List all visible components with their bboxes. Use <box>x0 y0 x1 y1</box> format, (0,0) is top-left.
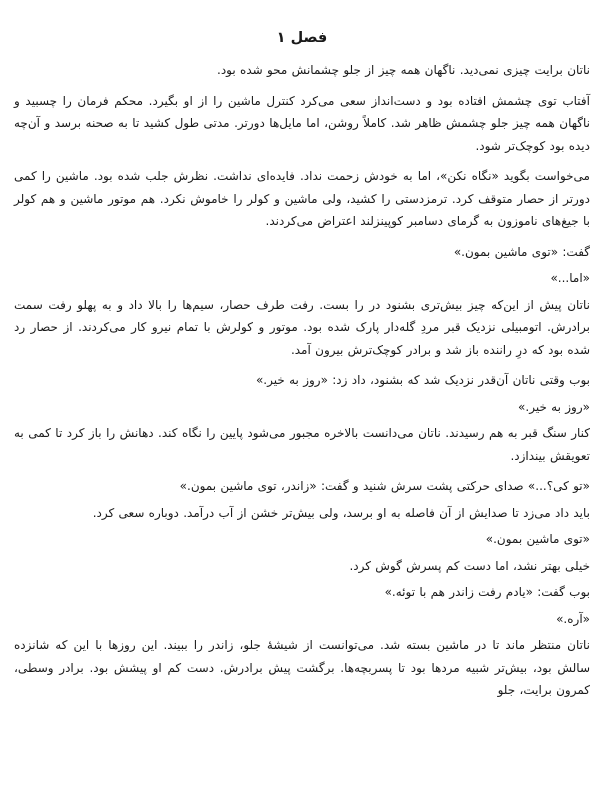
paragraph-3: می‌خواست بگوید «نگاه نکن»، اما به خودش زحمت نداد. فایده‌ای نداشت. نظرش جلب شده بود. ماشین را کمی دورتر از حصار متوقف کرد. ترمزدستی را کشید، ولی ماشین و کولر را خاموش نکرد. هم موتور ماشین و هم کولر با جیغ‌های ناموزون به گرمای دسامبر کوپینزلند اعتراض می‌کردند. <box>14 169 590 228</box>
paragraph-6: ناتان پیش از این‌که چیز بیش‌تری بشنود در را بست. رفت طرف حصار، سیم‌ها را بالا داد و به پهلو رفت سمت برادرش. اتومبیلی نزدیک قبر مردِ گله‌دار پارک شده بود. موتور و کولرش با تمام نیرو کار می‌کردند. از حصار رد شده بود که درِ راننده باز شد و برادر کوچک‌ترش بیرون آمد. <box>14 297 590 357</box>
paragraph-15: «آره.» <box>556 611 590 626</box>
paragraph-9: کنار سنگ قبر به هم رسیدند. ناتان می‌دانست بالاخره مجبور می‌شود پایین را نگاه کند. دهانش را باز کرد تا کمی به تعویقش بیندازد. <box>14 426 590 463</box>
paragraph-11: باید داد می‌زد تا صدایش از آن فاصله به او برسد، ولی بیش‌تر خشن از آب درآمد. دوباره سعی کرد. <box>92 505 590 520</box>
paragraph-10: «تو کی؟...» صدای حرکتی پشت سرش شنید و گفت: «زاندر، توی ماشین بمون.» <box>179 479 590 493</box>
paragraph-8: «روز به خیر.» <box>518 399 590 414</box>
paragraph-14: بوب گفت: «یادم رفت زاندر هم با توئه.» <box>384 585 590 599</box>
paragraph-7: بوب وقتی ناتان آن‌قدر نزدیک شد که بشنود، داد زد: «روز به خیر.» <box>255 373 590 387</box>
paragraph-4: گفت: «توی ماشین بمون.» <box>453 244 590 259</box>
paragraph-12: «توی ماشین بمون.» <box>485 532 590 546</box>
paragraph-5: «اما...» <box>550 271 590 285</box>
chapter-title: فصل ۱ <box>276 30 328 46</box>
paragraph-16: ناتان منتظر ماند تا در ماشین بسته شد. می‌توانست از شیشهٔ جلو، زاندر را ببیند. این روزها با این که شانزده سالش بود، بیش‌تر شبیه مردها بود تا پسربچه‌ها. برگشت پیش برادرش. دست کم او پیشش بود. برادر وسطی، کمرون برایت، جلو <box>14 638 590 697</box>
paragraph-2: آفتاب توی چشمش افتاده بود و دست‌انداز سعی می‌کرد کنترل ماشین را از او بگیرد. محکم فرمان را چسبید و ناگهان همه چیز جلو چشمش ظاهر شد. کاملاً روشن، اما مایل‌ها دورتر. مدتی طول کشید تا به صحنه برسد و آن‌چه دیده بود کوچک‌تر شود. <box>14 93 590 153</box>
paragraph-13: خیلی بهتر نشد، اما دست کم پسرش گوش کرد. <box>349 558 590 573</box>
paragraph-1: ناتان برایت چیزی نمی‌دید. ناگهان همه چیز از جلو چشمانش محو شده بود. <box>217 63 590 77</box>
